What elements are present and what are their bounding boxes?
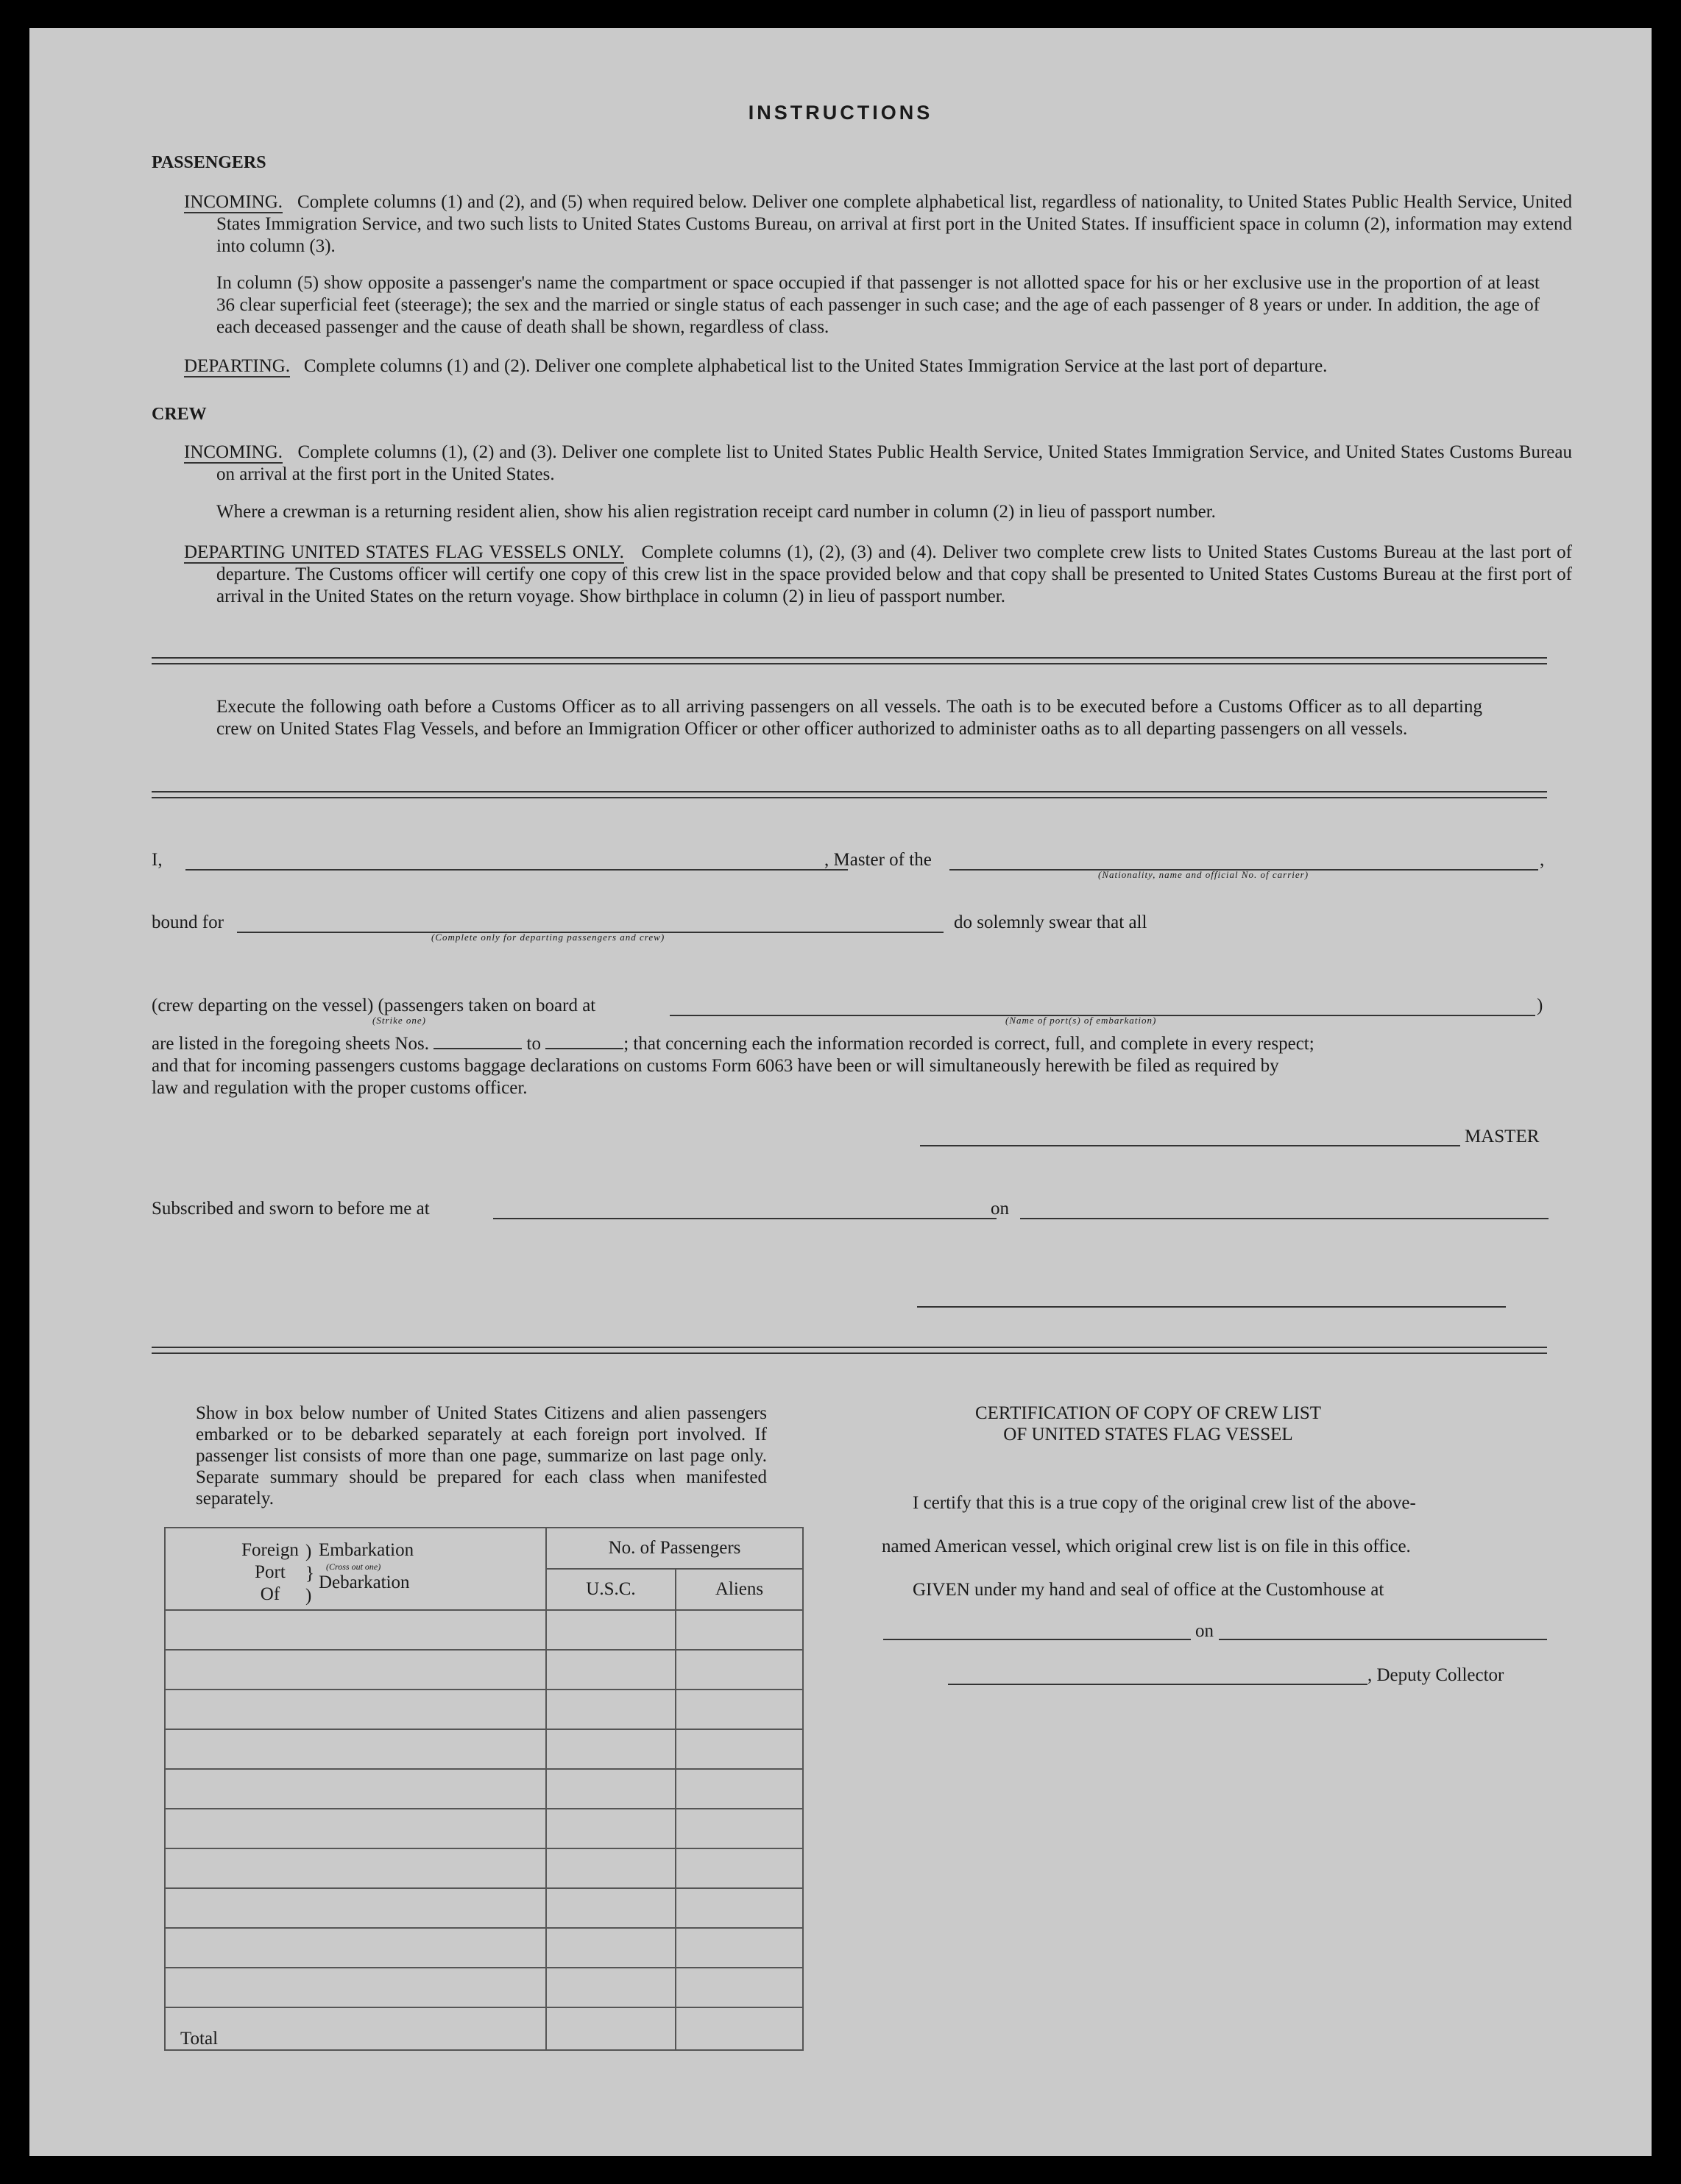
cert-line-1: I certify that this is a true copy of the original crew list of the above- — [913, 1493, 1416, 1513]
port-cell[interactable] — [165, 1610, 546, 1650]
passengers-incoming-label: INCOMING. — [184, 192, 283, 212]
master-label: MASTER — [1465, 1127, 1540, 1146]
passengers-departing-label: DEPARTING. — [184, 356, 291, 376]
strike-caption: (Strike one) — [372, 1015, 427, 1026]
usc-cell[interactable] — [546, 1888, 676, 1928]
aliens-header: Aliens — [676, 1569, 803, 1610]
embarkation-label: Embarkation — [319, 1540, 414, 1560]
deputy-collector-label: , Deputy Collector — [1367, 1665, 1504, 1685]
subscribed-place-field[interactable] — [493, 1218, 997, 1219]
subscribed-on-label: on — [991, 1199, 1009, 1219]
cert-on-label: on — [1195, 1621, 1214, 1641]
of-label: Of — [260, 1584, 280, 1604]
usc-header: U.S.C. — [546, 1569, 676, 1610]
page-title: INSTRUCTIONS — [748, 102, 933, 124]
total-row — [165, 2007, 803, 2050]
listed-text-2: ; that concerning each the information recorded is correct, full, and complete in every respect; — [623, 1034, 1314, 1054]
usc-cell[interactable] — [546, 1848, 676, 1888]
master-name-field[interactable] — [185, 869, 848, 871]
port-label: Port — [255, 1562, 286, 1582]
crew-departing-label: DEPARTING UNITED STATES FLAG VESSELS ONLY. — [184, 542, 624, 562]
certification-title-line-1: CERTIFICATION OF COPY OF CREW LIST — [974, 1403, 1322, 1423]
foreign-label: Foreign — [241, 1540, 299, 1560]
cross-out-label: (Cross out one) — [326, 1561, 381, 1572]
aliens-total-cell[interactable] — [676, 2007, 803, 2050]
aliens-cell[interactable] — [676, 1769, 803, 1809]
usc-cell[interactable] — [546, 1690, 676, 1729]
passengers-heading: PASSENGERS — [152, 153, 266, 172]
listed-text-1: are listed in the foregoing sheets Nos. — [152, 1034, 429, 1054]
port-cell[interactable] — [165, 1848, 546, 1888]
usc-cell[interactable] — [546, 1968, 676, 2007]
aliens-cell[interactable] — [676, 1650, 803, 1690]
close-paren: ) — [1537, 996, 1543, 1015]
port-cell[interactable] — [165, 1690, 546, 1729]
sheet-to-field[interactable] — [545, 1048, 623, 1049]
aliens-cell[interactable] — [676, 1928, 803, 1968]
port-header-cell: Foreign Port Of ) } ) Embarkation (Cross out one) Debarkation — [165, 1528, 546, 1610]
passengers-column5-paragraph: In column (5) show opposite a passenger's name the compartment or space occupied if that passenger is not allotted space for his or her exclusive use in the proportion of at least 36 clear superficial feet (steerage); the sex and the married or single status of each passenger in such case; and the age of each passenger of 8 years or under. In addition, the age of each deceased passenger and the cause of death shall be shown, regardless of class. — [216, 273, 1540, 337]
table-row — [165, 1968, 803, 2007]
port-cell[interactable] — [165, 1729, 546, 1769]
crew-heading: CREW — [152, 405, 207, 424]
swear-label: do solemnly swear that all — [954, 912, 1147, 932]
crew-resident-paragraph: Where a crewman is a returning resident alien, show his alien registration receipt card number in column (2) in lieu of passport number. — [216, 502, 1216, 522]
usc-cell[interactable] — [546, 1650, 676, 1690]
aliens-cell[interactable] — [676, 1690, 803, 1729]
passenger-summary-table — [164, 1527, 804, 2051]
table-row — [165, 1650, 803, 1690]
cert-line-3: GIVEN under my hand and seal of office at the Customhouse at — [913, 1580, 1384, 1600]
certification-title-line-2: OF UNITED STATES FLAG VESSEL — [1003, 1425, 1293, 1444]
sheet-from-field[interactable] — [433, 1048, 522, 1049]
crew-departing-label: (crew departing on the vessel) (passengers taken on board at — [152, 996, 596, 1015]
bound-for-label: bound for — [152, 912, 224, 932]
usc-cell[interactable] — [546, 1769, 676, 1809]
passengers-incoming-paragraph — [184, 191, 1572, 258]
listed-line-3: and that for incoming passengers customs baggage declarations on customs Form 6063 have been or will simultaneously herewith be filed as required by — [152, 1056, 1279, 1076]
deputy-collector-signature-field[interactable] — [948, 1684, 1367, 1685]
comma: , — [1540, 850, 1545, 870]
customhouse-date-field[interactable] — [1219, 1639, 1547, 1640]
officer-signature-field[interactable] — [917, 1306, 1506, 1308]
debarkation-label: Debarkation — [319, 1573, 410, 1592]
port-cell[interactable] — [165, 1928, 546, 1968]
usc-cell[interactable] — [546, 1928, 676, 1968]
usc-cell[interactable] — [546, 1610, 676, 1650]
no-passengers-header: No. of Passengers — [546, 1528, 803, 1569]
subscribed-date-field[interactable] — [1020, 1218, 1549, 1219]
cert-line-2: named American vessel, which original crew list is on file in this office. — [882, 1536, 1411, 1556]
subscribed-label: Subscribed and sworn to before me at — [152, 1199, 430, 1219]
table-row — [165, 1888, 803, 1928]
port-cell[interactable] — [165, 1888, 546, 1928]
usc-cell[interactable] — [546, 1809, 676, 1848]
aliens-cell[interactable] — [676, 1848, 803, 1888]
bound-caption: (Complete only for departing passengers and crew) — [431, 932, 665, 943]
aliens-cell[interactable] — [676, 1729, 803, 1769]
table-row — [165, 1729, 803, 1769]
carrier-caption: (Nationality, name and official No. of carrier) — [1098, 869, 1309, 880]
crew-incoming-text: Complete columns (1), (2) and (3). Deliver one complete list to United States Public Health Service, United States Immigration Service, and United States Customs Bureau on arrival at the first port in the United States. — [216, 442, 1572, 484]
crew-incoming-paragraph — [184, 442, 1572, 486]
passengers-incoming-text: Complete columns (1) and (2), and (5) when required below. Deliver one complete alphabetical list, regardless of nationality, to United States Public Health Service, United States Immigration Service, and two such lists to United States Customs Bureau, on arrival at first port in the United States. If insufficient space in column (2), information may extend into column (3). — [216, 192, 1573, 256]
usc-cell[interactable] — [546, 1729, 676, 1769]
divider — [152, 657, 1547, 664]
table-row — [165, 1848, 803, 1888]
master-signature-field[interactable] — [920, 1145, 1460, 1146]
oath-intro: Execute the following oath before a Customs Officer as to all arriving passengers on all vessels. The oath is to be executed before a Customs Officer as to all departing crew on United States Flag Vessels, and before an Immigration Officer or other officer authorized to administer oaths as to all departing passengers on all vessels. — [216, 697, 1482, 739]
crew-incoming-label: INCOMING. — [184, 442, 283, 462]
aliens-cell[interactable] — [676, 1610, 803, 1650]
oath-i-label: I, — [152, 850, 163, 870]
ports-caption: (Name of port(s) of embarkation) — [1005, 1015, 1157, 1026]
crew-departing-paragraph — [184, 542, 1572, 608]
port-cell[interactable] — [165, 1809, 546, 1848]
usc-total-cell[interactable] — [546, 2007, 676, 2050]
listed-line-4: law and regulation with the proper customs officer. — [152, 1078, 528, 1098]
summary-intro: Show in box below number of United States Citizens and alien passengers embarked or to be debarked separately at each foreign port involved. If passenger list consists of more than one page, summarize on last page only. Separate summary should be prepared for each class when manifested separately. — [196, 1403, 767, 1508]
certification-title — [868, 1403, 1428, 1445]
port-cell[interactable] — [165, 1769, 546, 1809]
aliens-cell[interactable] — [676, 1968, 803, 2007]
total-label: Total — [165, 2007, 546, 2050]
crew-departing-text: Complete columns (1), (2), (3) and (4). Deliver two complete crew lists to United States Customs Bureau at the last port of departure. The Customs officer will certify one copy of this crew list in the space provided below and that copy shall be presented to United States Customs Bureau at the first port of arrival in the United States on the return voyage. Show birthplace in column (2) in lieu of passport number. — [216, 542, 1572, 606]
divider — [152, 1347, 1547, 1354]
table-row — [165, 1690, 803, 1729]
passengers-departing-paragraph — [184, 355, 1540, 377]
table-row — [165, 1809, 803, 1848]
table-row — [165, 1928, 803, 1968]
master-of-label: , Master of the — [824, 850, 932, 870]
form-page — [29, 28, 1652, 2156]
listed-to: to — [526, 1034, 541, 1054]
customhouse-place-field[interactable] — [883, 1639, 1191, 1640]
divider — [152, 791, 1547, 798]
listed-line-1 — [152, 1033, 1314, 1055]
port-cell[interactable] — [165, 1650, 546, 1690]
port-cell[interactable] — [165, 1968, 546, 2007]
aliens-cell[interactable] — [676, 1809, 803, 1848]
passengers-departing-text: Complete columns (1) and (2). Deliver one complete alphabetical list to the United States Immigration Service at the last port of departure. — [303, 356, 1328, 376]
aliens-cell[interactable] — [676, 1888, 803, 1928]
table-row — [165, 1610, 803, 1650]
table-row — [165, 1769, 803, 1809]
